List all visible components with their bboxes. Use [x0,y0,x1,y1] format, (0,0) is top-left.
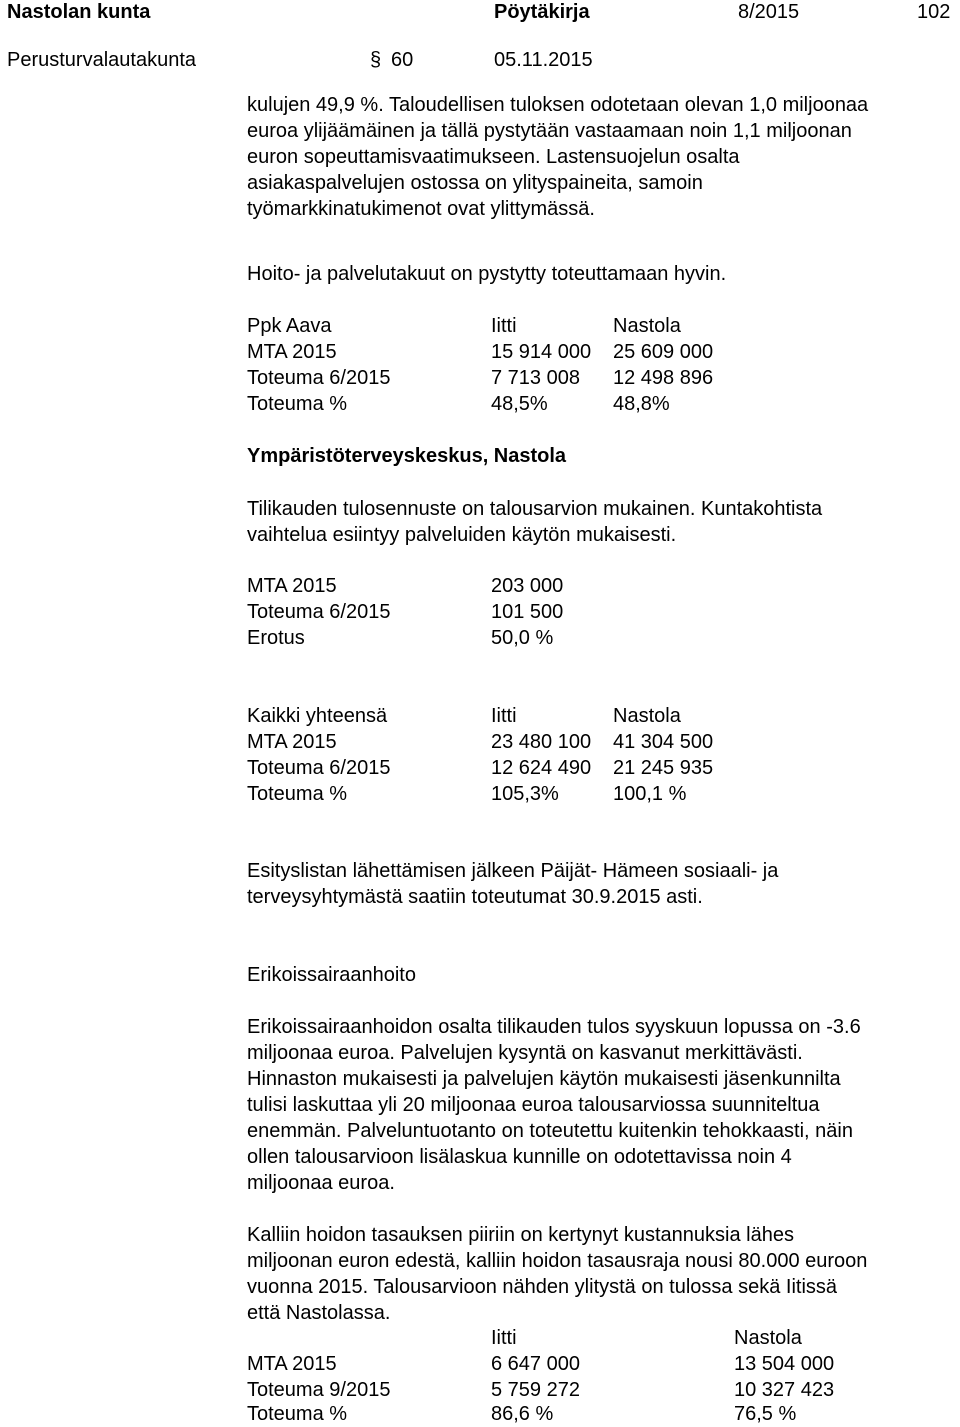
table-row [247,391,947,417]
table-row [247,599,947,625]
table-cell: Toteuma 6/2015 [247,757,391,779]
table-cell: Nastola [734,1327,802,1349]
table-cell: 41 304 500 [613,731,714,753]
municipality-name: Nastolan kunta [7,1,151,23]
text-line: asiakaspalvelujen ostossa on ylityspaineita, samoin [247,172,703,194]
table-cell: 50,0 % [491,627,554,649]
heading-text: Erikoissairaanhoito [247,964,416,986]
paragraph-care-guarantee [247,261,726,287]
document-number: 8/2015 [738,1,800,23]
table-row [247,1401,947,1427]
paragraph-forecast [247,496,822,548]
table-cell: Kaikki yhteensä [247,705,388,727]
text-line: miljoonaa euroa. [247,1172,395,1194]
table-cell: 48,5% [491,393,548,415]
table-header-row [247,1325,947,1351]
text-line: kulujen 49,9 %. Taloudellisen tuloksen odotetaan olevan 1,0 miljoonaa [247,94,869,116]
table-cell: MTA 2015 [247,731,337,753]
text-line: euroa ylijäämäinen ja tällä pystytään vastaamaan noin 1,1 miljoonan [247,120,852,142]
document-type: Pöytäkirja [494,1,590,23]
text-line: vaihtelua esiintyy palveluiden käytön mukaisesti. [247,524,677,546]
table-cell: 101 500 [491,601,564,623]
text-line: Kalliin hoidon tasauksen piiriin on kertynyt kustannuksia lähes [247,1224,794,1246]
table-cell: 76,5 % [734,1403,797,1425]
table-cell: 7 713 008 [491,367,580,389]
table-row [247,755,947,781]
paragraph-financial-outlook [247,92,868,222]
text-line: miljoonan euron edestä, kalliin hoidon tasausraja nousi 80.000 euroon [247,1250,868,1272]
meeting-date: 05.11.2015 [494,49,593,71]
section-heading [247,443,566,469]
table-cell: MTA 2015 [247,575,337,597]
table-cell: MTA 2015 [247,341,337,363]
text-line: että Nastolassa. [247,1302,391,1324]
table-cell: 10 327 423 [734,1379,835,1401]
table-cell: 5 759 272 [491,1379,580,1401]
paragraph-expensive-care [247,1222,867,1326]
text-line: Hoito- ja palvelutakuut on pystytty toteuttamaan hyvin. [247,263,727,285]
table-cell: 25 609 000 [613,341,714,363]
table-cell: Iitti [491,705,517,727]
text-line: vuonna 2015. Talousarvioon nähden ylitystä on tulossa sekä Iitissä [247,1276,838,1298]
table-cell: Toteuma 6/2015 [247,367,391,389]
text-line: Tilikauden tulosennuste on talousarvion mukainen. Kuntakohtista [247,498,823,520]
table-row [247,1351,947,1377]
paragraph-specialised-care [247,1014,861,1196]
text-line: Erikoissairaanhoidon osalta tilikauden tulos syyskuun lopussa on -3.6 [247,1016,861,1038]
table-cell: 6 647 000 [491,1353,580,1375]
table-cell: 13 504 000 [734,1353,835,1375]
table-header-row [247,313,947,339]
table-cell: Ppk Aava [247,315,332,337]
table-header-row [247,703,947,729]
table-cell: Toteuma % [247,1403,348,1425]
table-row [247,1377,947,1403]
text-line: tulisi laskuttaa yli 20 miljoonaa euroa talousarviossa suunniteltua [247,1094,820,1116]
table-cell: 23 480 100 [491,731,592,753]
table-cell: Toteuma 6/2015 [247,601,391,623]
table-cell: Nastola [613,705,681,727]
text-line: enemmän. Palveluntuotanto on toteutettu kuitenkin tehokkaasti, näin [247,1120,853,1142]
table-cell: 12 498 896 [613,367,714,389]
text-line: työmarkkinatukimenot ovat ylittymässä. [247,198,595,220]
text-line: Hinnaston mukaisesti ja palvelujen käytön mukaisesti jäsenkunnilta [247,1068,841,1090]
text-line: miljoonaa euroa. Palvelujen kysyntä on kasvanut merkittävästi. [247,1042,803,1064]
table-cell: 203 000 [491,575,564,597]
table-row [247,625,947,651]
table-row [247,573,947,599]
table-cell: Iitti [491,1327,517,1349]
table-cell: 105,3% [491,783,559,805]
section-heading [247,962,416,988]
section-number: 60 [391,49,414,71]
text-line: terveysyhtymästä saatiin toteutumat 30.9.2015 asti. [247,886,703,908]
table-cell: Toteuma 9/2015 [247,1379,391,1401]
table-cell: 21 245 935 [613,757,714,779]
table-cell: Iitti [491,315,517,337]
table-cell: 15 914 000 [491,341,592,363]
section-symbol: § [370,49,382,71]
table-cell: 12 624 490 [491,757,592,779]
page-number: 102 [917,1,951,23]
table-row [247,729,947,755]
text-line: Esityslistan lähettämisen jälkeen Päijät- Hämeen sosiaali- ja [247,860,779,882]
table-cell: 48,8% [613,393,670,415]
table-row [247,339,947,365]
table-cell: Toteuma % [247,393,348,415]
text-line: ollen talousarvioon lisälaskua kunnille on odotettavissa noin 4 [247,1146,792,1168]
table-cell: Nastola [613,315,681,337]
paragraph-after-agenda [247,858,778,910]
table-cell: Toteuma % [247,783,348,805]
table-cell: 100,1 % [613,783,687,805]
table-cell: Erotus [247,627,305,649]
table-cell: 86,6 % [491,1403,554,1425]
table-row [247,365,947,391]
committee-name: Perusturvalautakunta [7,49,197,71]
heading-text: Ympäristöterveyskeskus, Nastola [247,445,567,467]
text-line: euron sopeuttamisvaatimukseen. Lastensuojelun osalta [247,146,740,168]
table-row [247,781,947,807]
table-cell: MTA 2015 [247,1353,337,1375]
